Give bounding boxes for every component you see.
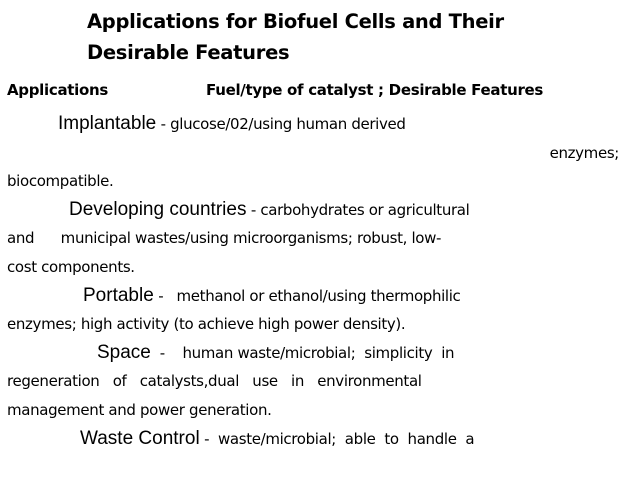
column-header-row	[7, 81, 631, 107]
title-line-1: Applications for Biofuel Cells and Their	[87, 10, 504, 33]
entry-developing-line-1	[7, 196, 625, 225]
entry-text: biocompatible.	[7, 172, 114, 191]
entry-implantable-line-1	[7, 110, 625, 139]
entry-waste-control-line-1	[7, 425, 625, 454]
application-name: Waste Control	[80, 427, 200, 449]
entry-text: - waste/microbial; able to handle a	[199, 429, 475, 448]
entry-text: enzymes; high activity (to achieve high power density).	[7, 315, 406, 334]
application-name: Portable	[83, 284, 154, 306]
entry-text: management and power generation.	[7, 400, 272, 419]
entry-space-line-3	[7, 396, 625, 425]
application-name: Implantable	[58, 113, 157, 134]
entry-text: - methanol or ethanol/using thermophilic	[153, 286, 461, 305]
entry-text: enzymes;	[549, 143, 619, 162]
application-name: Space	[97, 341, 151, 363]
entry-space-line-2	[7, 367, 625, 396]
entry-text: cost components.	[7, 257, 135, 276]
entry-implantable-line-3	[7, 167, 625, 196]
entry-text: - carbohydrates or agricultural	[246, 200, 470, 219]
entry-space-line-1	[7, 339, 625, 368]
application-name: Developing countries	[69, 198, 247, 220]
entry-text: - glucose/02/using human derived	[156, 115, 406, 133]
entry-text: - human waste/microbial; simplicity in	[150, 343, 455, 362]
entry-portable-line-2	[7, 310, 625, 339]
entry-text: regeneration of catalysts,dual use in environmental	[7, 372, 422, 391]
applications-list	[7, 110, 625, 453]
entry-text: and municipal wastes/using microorganisms; robust, low-	[7, 229, 442, 248]
header-fuel-features: Fuel/type of catalyst ; Desirable Features	[206, 81, 544, 99]
slide-title	[87, 6, 607, 68]
title-line-2: Desirable Features	[87, 41, 290, 64]
entry-developing-line-3	[7, 253, 625, 282]
entry-portable-line-1	[7, 282, 625, 311]
entry-implantable-line-2	[7, 139, 625, 168]
entry-developing-line-2	[7, 224, 625, 253]
header-applications: Applications	[7, 81, 109, 99]
